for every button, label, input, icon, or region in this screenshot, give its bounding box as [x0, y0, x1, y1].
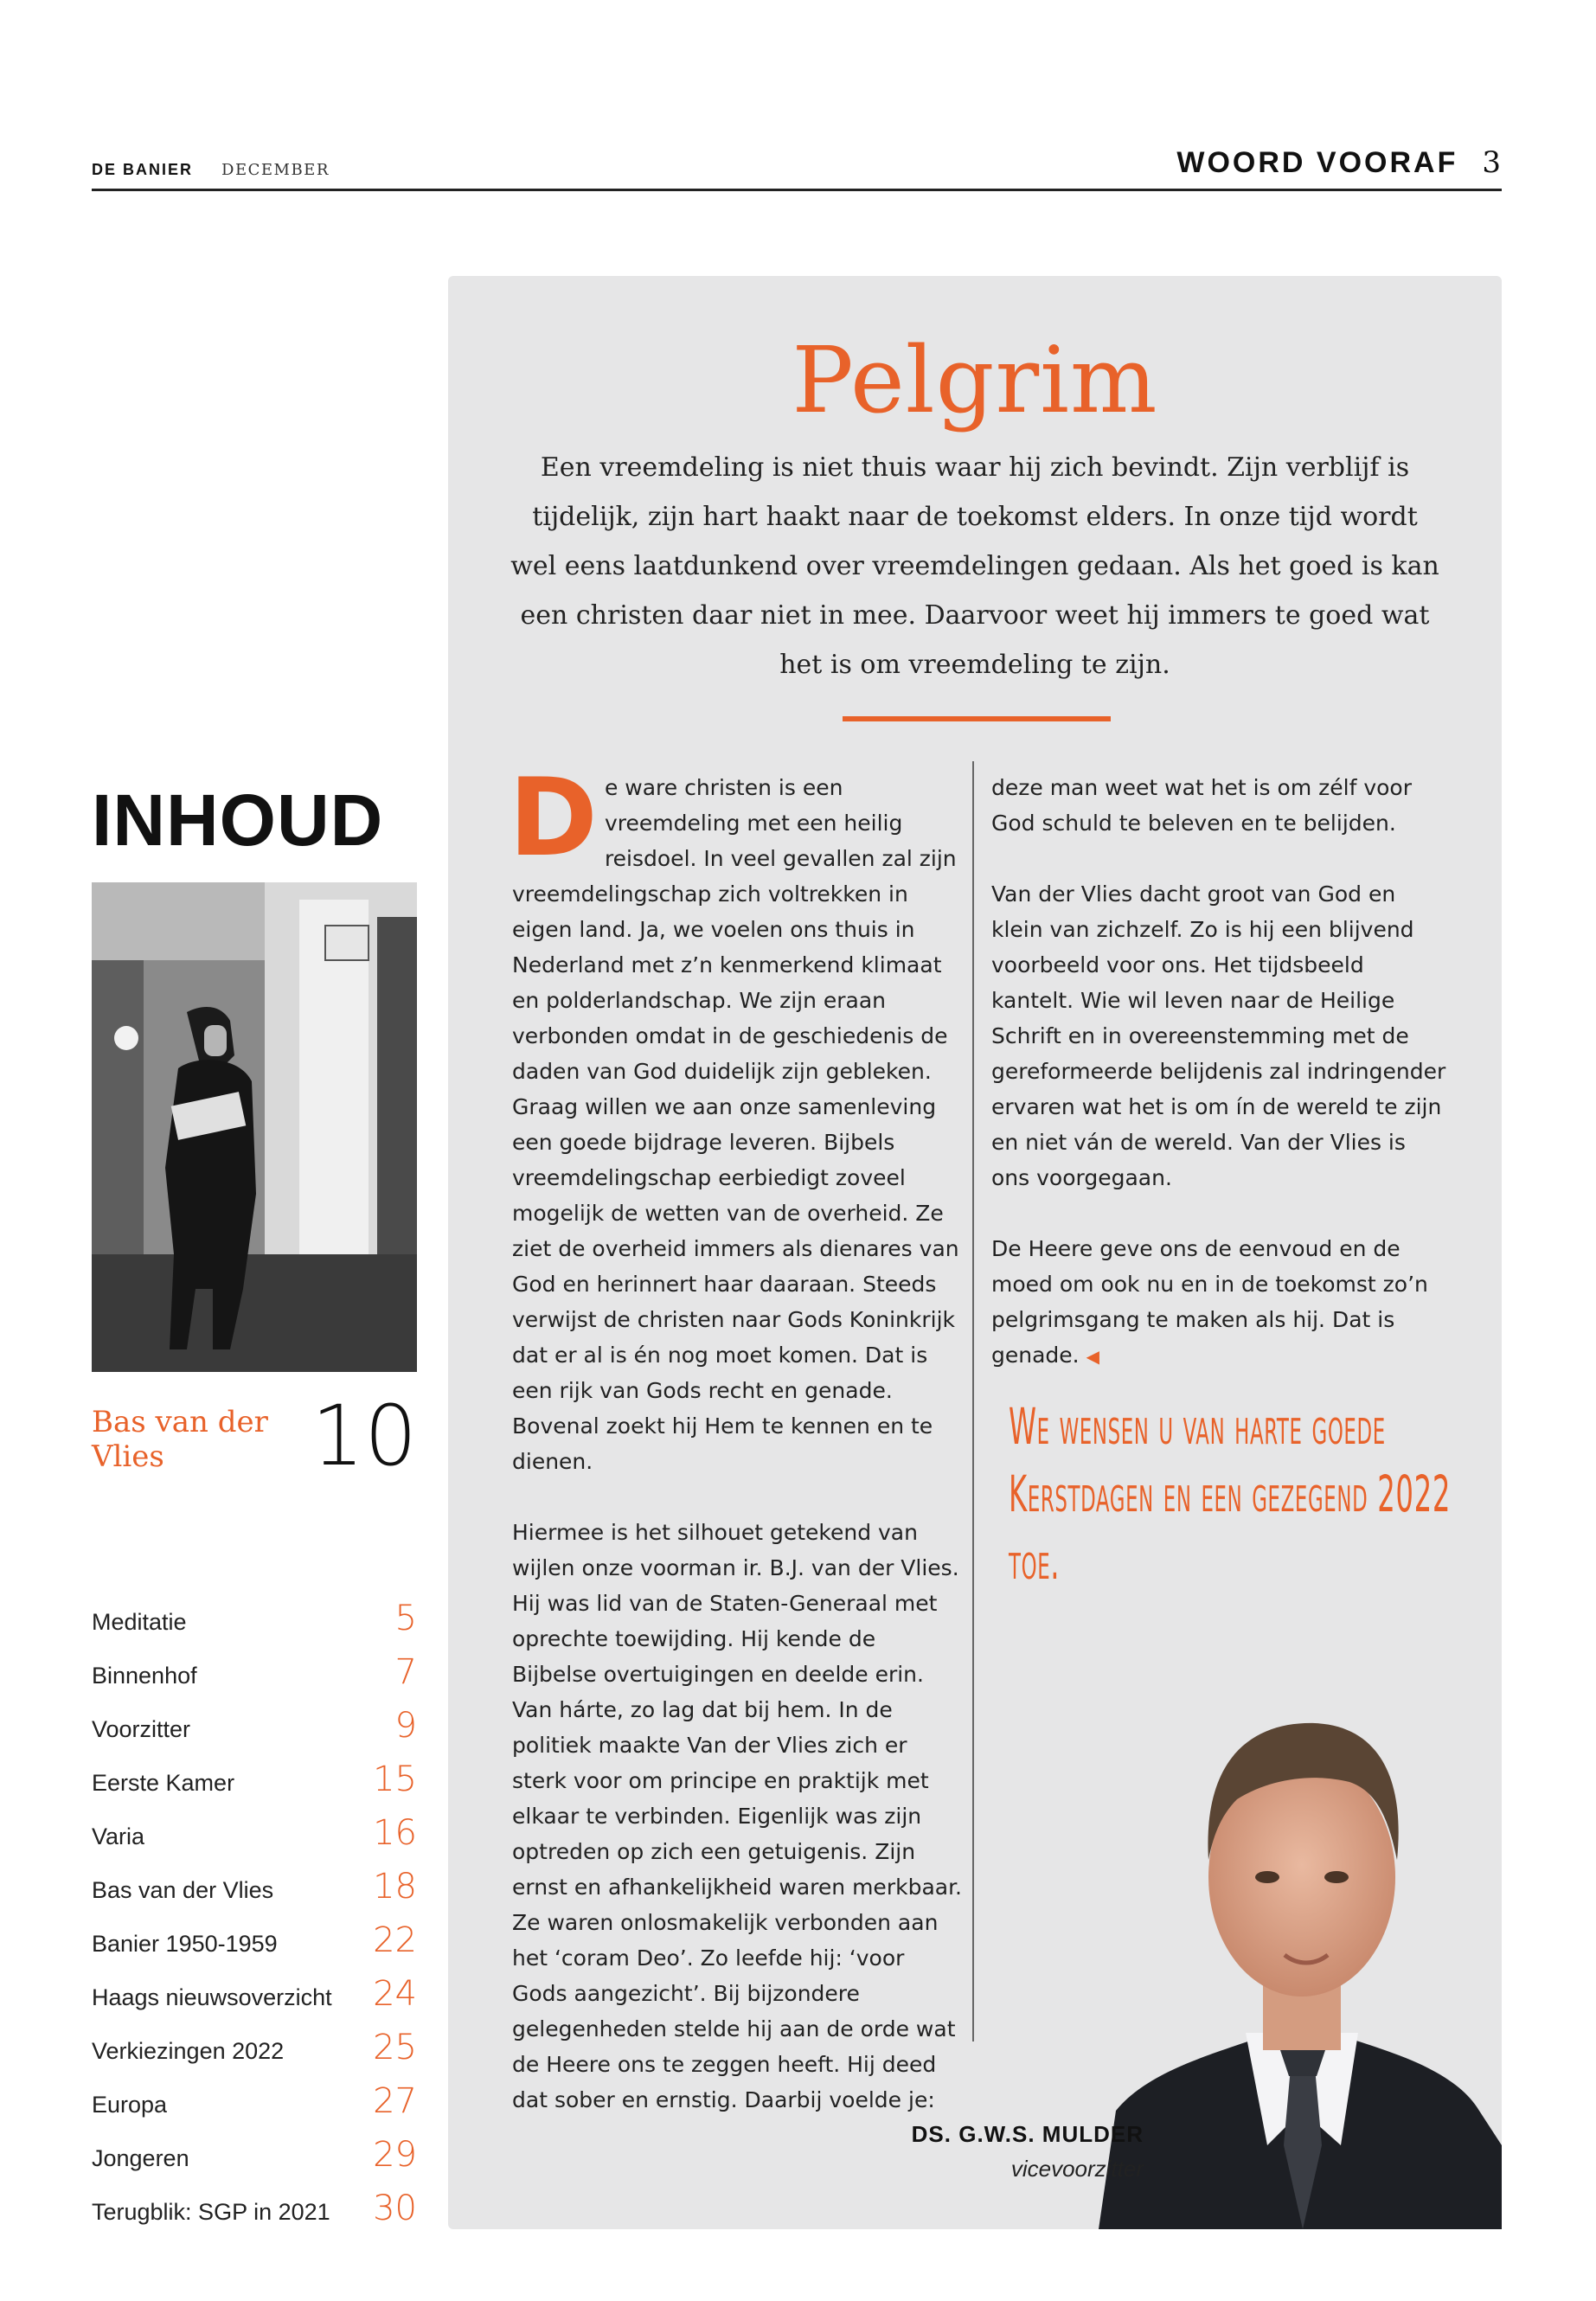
toc-page: 5	[394, 1599, 417, 1638]
toc-item[interactable]	[92, 1704, 417, 1758]
paragraph: Hiermee is het silhouet getekend van wijlen onze voorman ir. B.J. van der Vlies. Hij was lid van de Staten-Generaal met oprechte toewijding. Hij kende de Bijbelse overtuigingen en deelde erin. Van hárte, zo lag dat bij hem. In de politiek maakte Van der Vlies zich er sterk voor om principe en praktijk met elkaar te verbinden. Eigenlijk was zijn optreden op zich een getuigenis. Zijn ernst en afhankelijkheid waren merkbaar. Ze waren onlosmakelijk verbonden aan het ‘coram Deo’. Zo leefde hij: ‘voor Gods aangezicht’. Bij bijzondere gelegenheden stelde hij aan de orde wat de Heere ons te zeggen heeft. Hij deed dat sober en ernstig. Daarbij voelde je:	[512, 1520, 963, 2112]
paragraph-text: e ware christen is een vreemdeling met een heilig reisdoel. In veel gevallen zal zijn vreemdelingschap zich voltrekken in eigen land. Ja, we voelen ons thuis in Nederland met z’n kenmerkend klimaat en polderlandschap. We zijn eraan verbonden omdat in de geschiedenis de daden van God duidelijk zijn gebleken. Graag willen we aan onze samenleving een goede bijdrage leveren. Bijbels vreemdelingschap eerbiedigt zoveel mogelijk de wetten van de overheid. Ze ziet de overheid immers als dienares van God en herinnert haar daaraan. Steeds verwijst de christen naar Gods Koninkrijk dat er al is én nog moet komen. Dat is een rijk van Gods recht en genade. Bovenal zoekt hij Hem te kennen en te dienen.	[512, 775, 959, 1474]
table-of-contents	[92, 1597, 417, 2240]
toc-page: 18	[373, 1867, 417, 1907]
toc-item[interactable]	[92, 1650, 417, 1704]
toc-page: 15	[373, 1759, 417, 1799]
toc-page: 7	[394, 1652, 417, 1692]
section-title: WOORD VOORAF	[1176, 146, 1458, 179]
page-number: 3	[1482, 145, 1501, 180]
toc-item[interactable]	[92, 2187, 417, 2240]
toc-item[interactable]	[92, 2080, 417, 2133]
toc-label: Banier 1950-1959	[92, 1931, 278, 1957]
article-column-1	[509, 756, 963, 2153]
paragraph: deze man weet wat het is om zélf voor God schuld te beleven en te belijden.	[991, 775, 1412, 836]
paragraph: Van der Vlies dacht groot van God en klein van zichzelf. Zo is hij een blijvend voorbeeld voor ons. Het tijdsbeeld kantelt. Wie wil leven naar de Heilige Schrift en in overeenstemming met de gereformeerde belijdenis zal indringender ervaren wat het is om ín de wereld te zijn en niet ván de wereld. Van der Vlies is ons voorgegaan.	[991, 881, 1446, 1190]
publication-name: DE BANIER	[92, 161, 194, 178]
author-role: vicevoorzitter	[1010, 2156, 1144, 2182]
running-header-left	[92, 161, 330, 179]
toc-item[interactable]	[92, 1865, 417, 1919]
toc-page: 22	[373, 1920, 417, 1960]
column-divider	[972, 761, 974, 2041]
toc-label: Verkiezingen 2022	[92, 2038, 285, 2064]
paragraph	[509, 756, 962, 1479]
drop-cap: D	[509, 756, 598, 881]
toc-page: 29	[373, 2135, 417, 2175]
christmas-greeting: We wensen u van harte goede Kerstdagen en een gezegend 2022 toe.	[1009, 1397, 1452, 1591]
toc-page: 9	[394, 1706, 417, 1746]
feature-photo[interactable]	[92, 882, 417, 1372]
issue-month: DECEMBER	[221, 161, 330, 179]
toc-item[interactable]	[92, 1919, 417, 1972]
toc-label: Binnenhof	[92, 1663, 197, 1689]
feature-page-number[interactable]: 10	[311, 1388, 418, 1484]
toc-label: Jongeren	[92, 2145, 189, 2171]
toc-label: Meditatie	[92, 1609, 187, 1635]
running-header-right	[1176, 145, 1501, 180]
toc-page: 27	[373, 2081, 417, 2121]
toc-item[interactable]	[92, 2026, 417, 2080]
toc-page: 24	[373, 1974, 417, 2014]
toc-item[interactable]	[92, 1972, 417, 2026]
toc-label: Bas van der Vlies	[92, 1877, 274, 1903]
paragraph	[991, 1231, 1450, 1375]
header-divider	[92, 189, 1502, 191]
author-portrait	[1099, 1661, 1502, 2229]
toc-item[interactable]	[92, 1758, 417, 1811]
toc-label: Terugblik: SGP in 2021	[92, 2199, 330, 2225]
toc-label: Europa	[92, 2092, 168, 2118]
end-mark-icon: ◀	[1086, 1346, 1099, 1367]
feature-title[interactable]: Bas van der Vlies	[92, 1405, 268, 1474]
toc-label: Eerste Kamer	[92, 1770, 235, 1796]
article-intro: Een vreemdeling is niet thuis waar hij zich bevindt. Zijn verblijf is tijdelijk, zijn hart haakt naar de toekomst elders. In onze tijd wordt wel eens laatdunkend over vreemdelingen gedaan. Als het goed is kan een christen daar niet in mee. Daarvoor weet hij immers te goed wat het is om vreemdeling te zijn.	[510, 452, 1439, 680]
toc-page: 25	[373, 2028, 417, 2067]
contents-heading: INHOUD	[92, 779, 384, 861]
toc-page: 30	[373, 2189, 417, 2228]
toc-item[interactable]	[92, 1811, 417, 1865]
toc-page: 16	[373, 1813, 417, 1853]
toc-item[interactable]	[92, 2133, 417, 2187]
paragraph-text: De Heere geve ons de eenvoud en de moed om ook nu en in de toekomst zo’n pelgrimsgang te maken als hij. Dat is genade.	[991, 1236, 1428, 1368]
toc-label: Voorzitter	[92, 1716, 191, 1742]
author-name: DS. G.W.S. MULDER	[911, 2121, 1144, 2147]
toc-item[interactable]	[92, 1597, 417, 1650]
intro-divider	[843, 716, 1111, 721]
article-title: Pelgrim	[792, 327, 1158, 433]
toc-label: Haags nieuwsoverzicht	[92, 1984, 332, 2010]
toc-label: Varia	[92, 1823, 145, 1849]
article-column-2	[991, 770, 1450, 1410]
